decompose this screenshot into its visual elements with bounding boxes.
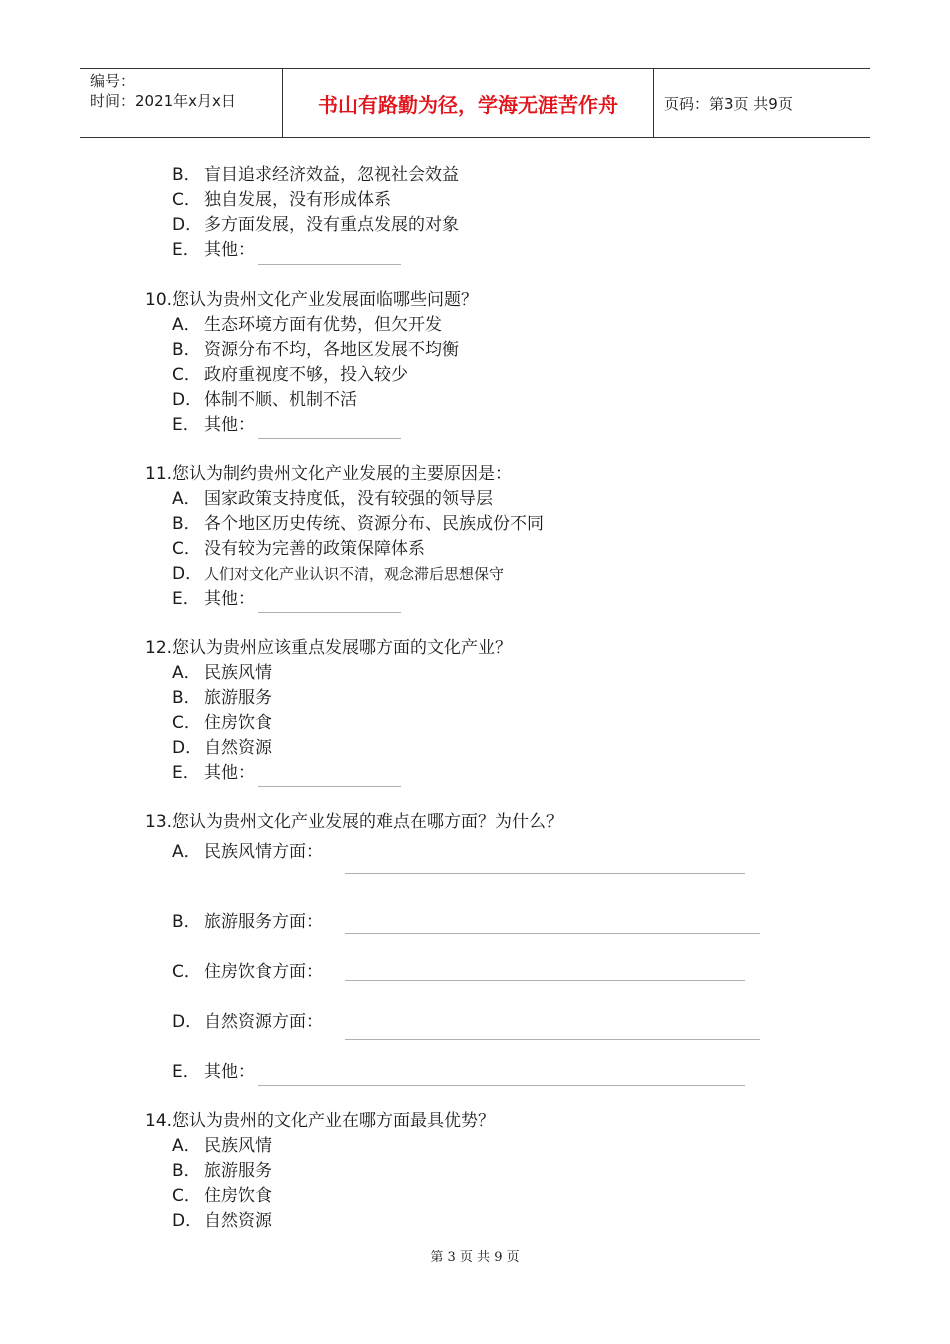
option-a: A． 生态环境方面有优势，但欠开发 <box>172 315 442 335</box>
answer-blank[interactable] <box>345 980 745 981</box>
question-13: 13.您认为贵州文化产业发展的难点在哪方面？为什么？ <box>145 812 564 832</box>
option-b: B． 旅游服务 <box>172 688 272 708</box>
answer-blank[interactable] <box>258 786 401 787</box>
option-e: E． 其他： <box>172 1062 255 1082</box>
question-12: 12.您认为贵州应该重点发展哪方面的文化产业？ <box>145 638 513 658</box>
page-header <box>80 68 870 138</box>
option-c: C． 住房饮食方面： <box>172 962 323 982</box>
answer-blank[interactable] <box>258 264 401 265</box>
answer-blank[interactable] <box>345 1039 760 1040</box>
option-c: C． 没有较为完善的政策保障体系 <box>172 539 425 559</box>
option-e: E． 其他： <box>172 415 255 435</box>
option-e: E． 其他： <box>172 763 255 783</box>
option-e: E． 其他： <box>172 589 255 609</box>
option-b: B． 旅游服务方面： <box>172 912 323 932</box>
header-meta <box>90 71 280 135</box>
answer-blank[interactable] <box>258 612 401 613</box>
option-b: B． 资源分布不均，各地区发展不均衡 <box>172 340 459 360</box>
question-11: 11.您认为制约贵州文化产业发展的主要原因是： <box>145 464 513 484</box>
question-10: 10.您认为贵州文化产业发展面临哪些问题？ <box>145 290 479 310</box>
option-c: C． 政府重视度不够，投入较少 <box>172 365 408 385</box>
option-d: D． 自然资源 <box>172 1211 272 1231</box>
answer-blank[interactable] <box>345 873 745 874</box>
header-time: 时间：2021年x月x日 <box>90 92 236 110</box>
option-a: A． 民族风情 <box>172 663 272 683</box>
option-e: E． 其他： <box>172 240 255 260</box>
answer-blank[interactable] <box>258 1085 745 1086</box>
header-motto: 书山有路勤为径，学海无涯苦作舟 <box>318 92 618 117</box>
question-14: 14.您认为贵州的文化产业在哪方面最具优势？ <box>145 1111 496 1131</box>
option-d: D． 多方面发展，没有重点发展的对象 <box>172 215 459 235</box>
answer-blank[interactable] <box>345 933 760 934</box>
option-d: D． 体制不顺、机制不活 <box>172 390 357 410</box>
option-c: C． 独自发展，没有形成体系 <box>172 190 391 210</box>
header-bianhao: 编号： <box>90 72 136 90</box>
option-c: C． 住房饮食 <box>172 1186 272 1206</box>
option-b: B． 旅游服务 <box>172 1161 272 1181</box>
option-a: A． 民族风情方面： <box>172 842 323 862</box>
option-a: A． 民族风情 <box>172 1136 272 1156</box>
header-page-number: 页码：第3页 共9页 <box>664 94 793 113</box>
option-b: B． 各个地区历史传统、资源分布、民族成份不同 <box>172 514 544 534</box>
header-divider <box>653 69 654 137</box>
option-d: D． 自然资源 <box>172 738 272 758</box>
option-d: D． 人们对文化产业认识不清，观念滞后思想保守 <box>172 564 505 584</box>
option-a: A． 国家政策支持度低，没有较强的领导层 <box>172 489 493 509</box>
option-c: C． 住房饮食 <box>172 713 272 733</box>
answer-blank[interactable] <box>258 438 401 439</box>
option-b: B． 盲目追求经济效益，忽视社会效益 <box>172 165 459 185</box>
option-d: D． 自然资源方面： <box>172 1012 323 1032</box>
page-footer: 第 3 页 共 9 页 <box>430 1250 520 1265</box>
